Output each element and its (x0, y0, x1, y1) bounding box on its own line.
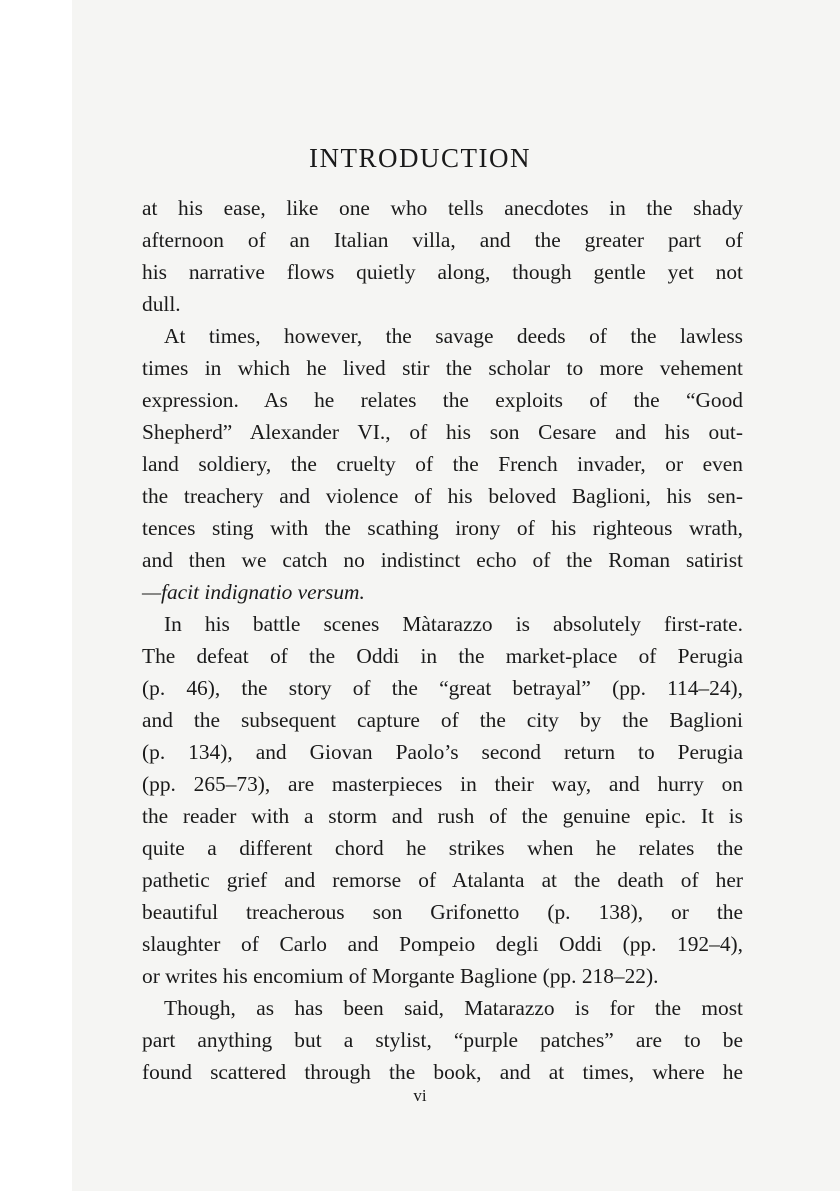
paragraph (142, 192, 743, 320)
text-line: land soldiery, the cruelty of the French invader, or even (142, 452, 743, 476)
running-head: INTRODUCTION (309, 143, 531, 173)
text-line: found scattered through the book, and at times, where he (142, 1060, 743, 1084)
text-line: The defeat of the Oddi in the market-place of Perugia (142, 644, 743, 668)
text-line: beautiful treacherous son Grifonetto (p. 138), or the (142, 900, 743, 924)
body-text (142, 192, 743, 1088)
text-line: tences sting with the scathing irony of his righteous wrath, (142, 516, 743, 540)
text-line: Though, as has been said, Matarazzo is for the most (164, 996, 743, 1020)
text-line: Shepherd” Alexander VI., of his son Cesare and his out- (142, 420, 743, 444)
text-line: quite a different chord he strikes when he relates the (142, 836, 743, 860)
text-line: pathetic grief and remorse of Atalanta at the death of her (142, 868, 743, 892)
text-line: (p. 134), and Giovan Paolo’s second return to Perugia (142, 740, 743, 764)
scan-margin (0, 0, 72, 1191)
text-line: and then we catch no indistinct echo of the Roman satirist (142, 548, 743, 572)
paragraph (142, 992, 743, 1088)
text-line: part anything but a stylist, “purple patches” are to be (142, 1028, 743, 1052)
text-line-italic: —facit indignatio versum. (142, 580, 365, 604)
text-line: expression. As he relates the exploits of the “Good (142, 388, 743, 412)
text-line: slaughter of Carlo and Pompeio degli Oddi (pp. 192–4), (142, 932, 743, 956)
paragraph (142, 320, 743, 608)
text-line: At times, however, the savage deeds of the lawless (164, 324, 743, 348)
text-line: (pp. 265–73), are masterpieces in their way, and hurry on (142, 772, 743, 796)
text-line: times in which he lived stir the scholar to more vehement (142, 356, 743, 380)
text-line: In his battle scenes Màtarazzo is absolutely first-rate. (164, 612, 743, 636)
text-line: the treachery and violence of his beloved Baglioni, his sen- (142, 484, 743, 508)
text-line: the reader with a storm and rush of the genuine epic. It is (142, 804, 743, 828)
page-number: vi (413, 1086, 427, 1105)
text-line: at his ease, like one who tells anecdotes in the shady (142, 196, 743, 220)
paragraph (142, 608, 743, 992)
text-line: afternoon of an Italian villa, and the greater part of (142, 228, 743, 252)
text-line: dull. (142, 292, 181, 316)
text-line: (p. 46), the story of the “great betrayal” (pp. 114–24), (142, 676, 743, 700)
text-line: his narrative flows quietly along, though gentle yet not (142, 260, 743, 284)
text-line: or writes his encomium of Morgante Baglione (pp. 218–22). (142, 964, 659, 988)
text-line: and the subsequent capture of the city by the Baglioni (142, 708, 743, 732)
